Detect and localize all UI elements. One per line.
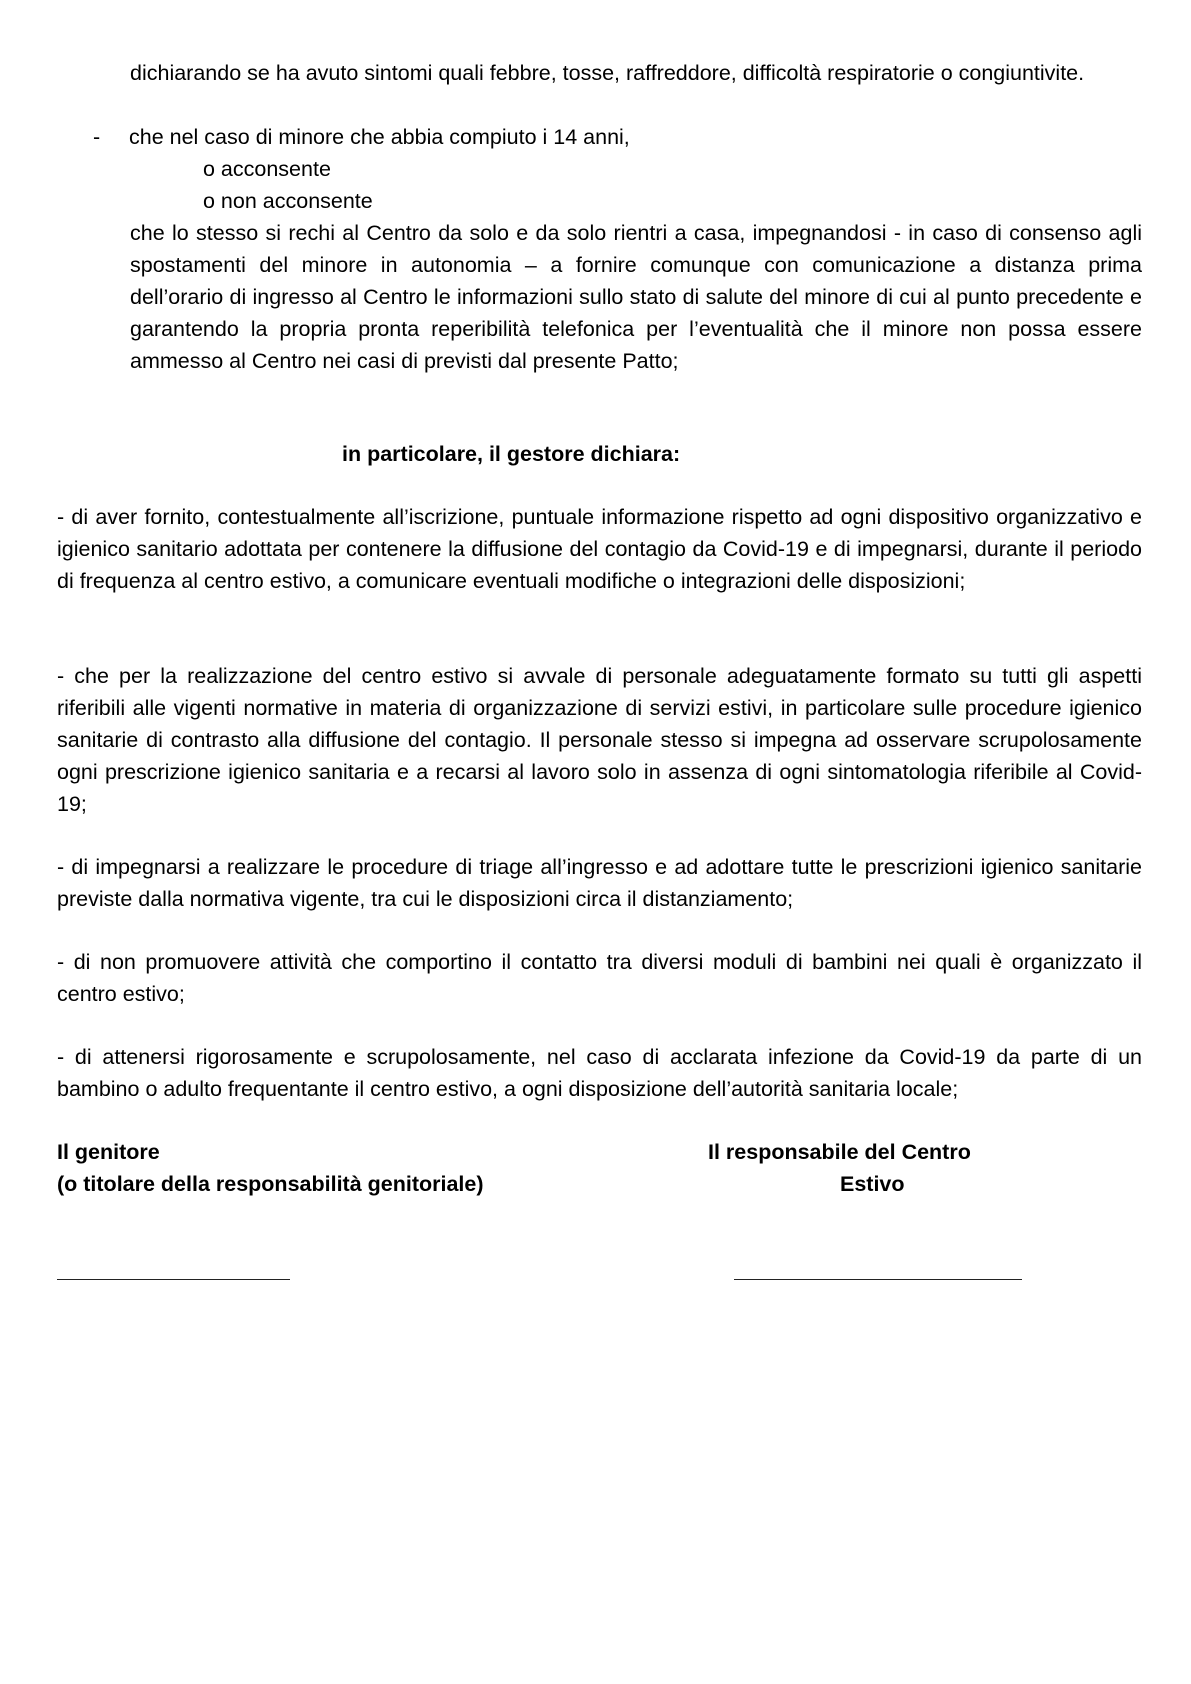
declaration-modules: - di non promuovere attività che comportino il contatto tra diversi moduli di bambini nei quali è organizzato il centro estivo; — [57, 950, 1142, 1006]
declaration-information: - di aver fornito, contestualmente all’iscrizione, puntuale informazione rispetto ad ogni dispositivo organizzativo e igienico sanitario adottata per contenere la diffusione del contagio da Covid-19 e di impegnarsi, durante il periodo di frequenza al centro estivo, a comunicare eventuali modifiche o integrazioni delle disposizioni; — [57, 505, 1142, 593]
declaration-staff: - che per la realizzazione del centro estivo si avvale di personale adeguatamente formato su tutti gli aspetti riferibili alle vigenti normative in materia di organizzazione di servizi estivi, in particolare sulle procedure igienico sanitarie di contrasto alla diffusione del contagio. Il personale stesso si impegna ad osservare scrupolosamente ogni prescrizione igienico sanitaria e a recarsi al lavoro solo in assenza di ogni sintomatologia riferibile al Covid-19; — [57, 664, 1142, 816]
signature-right-title: Il responsabile del Centro — [708, 1140, 971, 1164]
list-item-minor-14 — [93, 121, 630, 153]
signature-right-subtitle: Estivo — [840, 1172, 905, 1196]
declaration-infection: - di attenersi rigorosamente e scrupolosamente, nel caso di acclarata infezione da Covid-19 da parte di un bambino o adulto frequentante il centro estivo, a ogni disposizione dell’autorità sanitaria locale; — [57, 1045, 1142, 1101]
declaration-triage: - di impegnarsi a realizzare le procedure di triage all’ingresso e ad adottare tutte le prescrizioni igienico sanitarie previste dalla normativa vigente, tra cui le disposizioni circa il distanziamento; — [57, 855, 1142, 911]
paragraph-autonomy-consent: che lo stesso si rechi al Centro da solo e da solo rientri a casa, impegnandosi - in caso di consenso agli spostamenti del minore in autonomia – a fornire comunque con comunicazione a distanza prima dell’orario di ingresso al Centro le informazioni sullo stato di salute del minore di cui al punto precedente e garantendo la propria pronta reperibilità telefonica per l’eventualità che il minore non possa essere ammesso al Centro nei casi di previsti dal presente Patto; — [130, 221, 1142, 373]
section-heading: in particolare, il gestore dichiara: — [342, 442, 681, 466]
signature-left-subtitle: (o titolare della responsabilità genitoriale) — [57, 1172, 484, 1196]
paragraph-symptoms-declaration: dichiarando se ha avuto sintomi quali febbre, tosse, raffreddore, difficoltà respiratorie o congiuntivite. — [130, 61, 1085, 85]
list-item-text: che nel caso di minore che abbia compiuto i 14 anni, — [129, 125, 630, 149]
signature-line-right — [734, 1279, 1022, 1280]
signature-left-title: Il genitore — [57, 1140, 160, 1164]
option-acconsente: o acconsente — [203, 157, 331, 181]
option-non-acconsente: o non acconsente — [203, 189, 373, 213]
signature-line-left — [57, 1279, 290, 1280]
list-dash-marker: - — [93, 125, 101, 149]
